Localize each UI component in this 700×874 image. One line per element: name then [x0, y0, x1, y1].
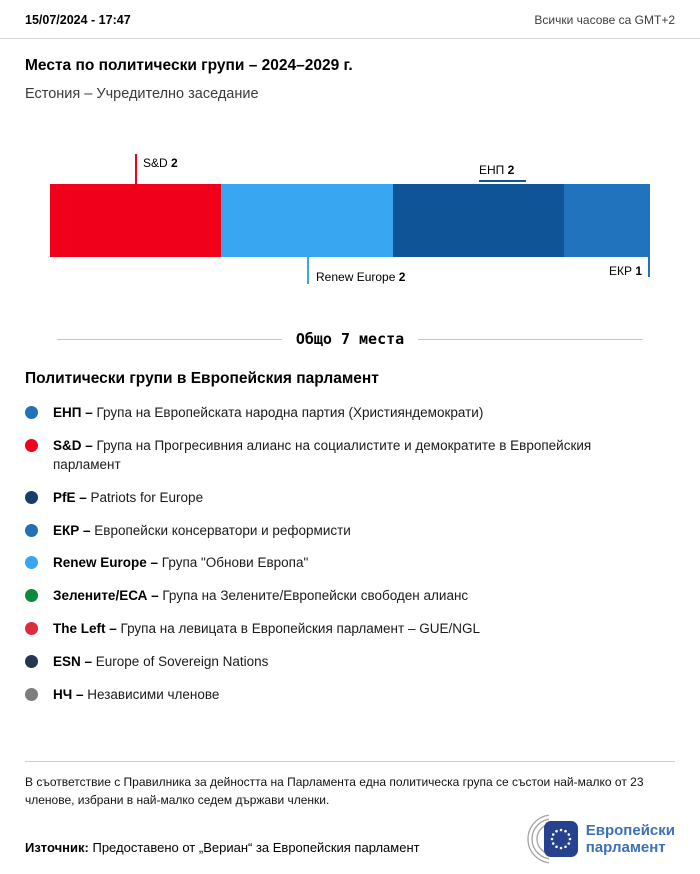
bar-segment-ecr: [564, 184, 650, 257]
callout-line-ecr: [648, 257, 650, 277]
bar-segment-renew: [221, 184, 392, 257]
bar-segment-sd: [50, 184, 221, 257]
ep-logo-mark: [516, 814, 578, 864]
callout-epp-name: ЕНП: [479, 163, 505, 177]
legend-color-dot: [25, 406, 38, 419]
top-divider: [0, 38, 700, 39]
ep-logo: [516, 814, 675, 864]
callout-line-sd: [135, 154, 137, 184]
callout-label-ecr: [609, 257, 642, 278]
legend-color-dot: [25, 556, 38, 569]
ep-logo-text: [586, 822, 675, 856]
legend-color-dot: [25, 491, 38, 504]
callout-ecr: [609, 257, 650, 278]
legend-title: Политически групи в Европейския парламент: [25, 370, 379, 387]
legend-color-dot: [25, 439, 38, 452]
legend-item: [25, 522, 675, 541]
legend-color-dot: [25, 524, 38, 537]
footnote-block: [25, 761, 675, 810]
legend-item: [25, 437, 675, 475]
legend-item-text: ЕНП – Група на Европейската народна партия (Християндемократи): [53, 405, 484, 420]
legend-list: [25, 404, 675, 705]
legend-color-dot: [25, 622, 38, 635]
legend-item-text: Зелените/ЕСА – Група на Зелените/Европейски свободен алианс: [53, 588, 469, 604]
total-row: [57, 330, 643, 348]
legend-item-text: The Left – Група на левицата в Европейския парламент – GUE/NGL: [53, 621, 480, 637]
page-subtitle: Естония – Учредително заседание: [25, 86, 259, 102]
total-seats-label: Общо 7 места: [295, 330, 405, 348]
callout-label-renew: [316, 270, 405, 284]
callout-epp-seats: 2: [507, 163, 515, 177]
legend-item-text: PfE – Patriots for Europe: [53, 489, 204, 505]
source-line: [25, 840, 420, 855]
callout-ecr-seats: 1: [635, 264, 642, 278]
source-text: Предоставено от „Вериан“ за Европейския парламент: [92, 840, 420, 855]
bar-segment-epp: [393, 184, 564, 257]
datetime-label: 15/07/2024 - 17:47: [25, 13, 131, 27]
page-title: Места по политически групи – 2024–2029 г.: [25, 57, 353, 74]
legend-item-text: ЕКР – Европейски консерватори и реформисти: [53, 522, 351, 538]
seats-chart: [0, 102, 700, 314]
topbar: [0, 0, 700, 38]
callout-epp: [479, 163, 526, 182]
legend-item: [25, 554, 675, 573]
legend-item: [25, 489, 675, 508]
legend-item-text: ESN – Europe of Sovereign Nations: [53, 654, 269, 670]
callout-line-epp: [479, 180, 526, 182]
legend-item: [25, 686, 675, 705]
legend-color-dot: [25, 688, 38, 701]
total-rule-right: [418, 339, 643, 340]
total-rule-left: [57, 339, 282, 340]
legend-item: [25, 653, 675, 672]
callout-renew-name: Renew Europe: [316, 270, 396, 284]
footnote-text: В съответствие с Правилника за дейността на Парламента една политическа група се състои най-малко от 23 членове, избрани в най-малко седем държави членки.: [25, 774, 644, 808]
legend-item-text: Renew Europe – Група "Обнови Европа": [53, 555, 309, 571]
legend-item: [25, 404, 675, 423]
logo-text-line1: Европейски: [585, 822, 675, 839]
timezone-note: Всички часове са GMT+2: [534, 13, 675, 27]
footnote-divider: [25, 761, 675, 762]
legend-color-dot: [25, 589, 38, 602]
callout-sd-seats: 2: [171, 156, 178, 170]
legend-color-dot: [25, 655, 38, 668]
callout-renew-seats: 2: [398, 270, 406, 284]
callout-sd-name: S&D: [143, 156, 168, 170]
legend-item-text: НЧ – Независими членове: [53, 687, 220, 703]
footer: [25, 814, 675, 864]
legend-item-text: S&D – Група на Прогресивния алианс на социалистите и демократите в Европейския парламент: [53, 437, 592, 472]
callout-label-epp: [479, 163, 514, 177]
stacked-bar: [50, 184, 650, 257]
callout-ecr-name: ЕКР: [608, 264, 632, 278]
callout-line-renew: [307, 257, 309, 284]
callout-label-sd: [143, 156, 178, 170]
legend-item: [25, 587, 675, 606]
legend-item: [25, 620, 675, 639]
source-label: Източник:: [25, 840, 89, 855]
logo-text-line2: парламент: [585, 839, 666, 856]
